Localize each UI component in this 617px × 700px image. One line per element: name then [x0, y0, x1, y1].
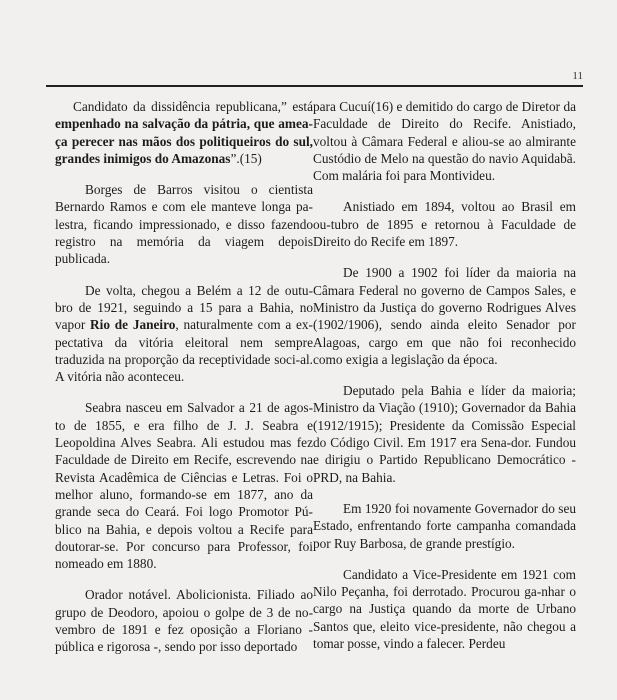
paragraph: [55, 399, 313, 572]
paragraph: [55, 181, 313, 267]
text-run: Seabra nasceu em Salvador a 21 de agos-to de 1855, e era filho de J. J. Seabra e Leopoldina Alves Seabra. Ali estudou mas fez Faculdade de Direito em Recife, escrevendo na Revista Acadêmica de Ciências e Letras. Foi o melhor aluno, formando-se em 1877, ano da grande seca do Ceará. Foi logo Promotor Pú-blico na Bahia, e depois voltou a Recife para doutorar-se. Por concurso para Professor, foi nomeado em 1880.: [55, 400, 313, 572]
text-run: Candidato a Vice-Presidente em 1921 com Nilo Peçanha, foi derrotado. Procurou ga-nhar o cargo na Justiça quando da morte de Urbano Santos que, eleito vice-presidente, não chegou a tomar posse, vindo a falecer. Perdeu: [313, 566, 576, 652]
paragraph: [55, 282, 313, 386]
paragraph: [313, 264, 576, 368]
text-run: Anistiado em 1894, voltou ao Brasil em ou-tubro de 1895 e retornou à Faculdade de Direito do Recife em 1897.: [313, 199, 576, 250]
text-run: De volta, chegou a Belém a 12 de outu-bro de 1921, seguindo a 15 para a Bahia, no vapor: [55, 282, 313, 333]
paragraph: [55, 586, 313, 655]
text-run: Borges de Barros visitou o cientista Bernardo Ramos e com ele manteve longa pa-lestra, ficando impressionado, e disso fazendo registro na memória da viagem depois publicada.: [55, 182, 313, 267]
right-column: [313, 98, 576, 666]
bold-text: empenhado na salvação da pátria, que amea-ça perecer nas mãos dos politiqueiros do sul, grandes inimigos do Amazonas: [55, 116, 313, 166]
paragraph: [313, 198, 576, 250]
text-run: De 1900 a 1902 foi líder da maioria na Câmara Federal no governo de Campos Sales, e Ministro da Justiça do governo Rodrigues Alves (1902/1906), sendo ainda eleito Senador por Alagoas, cargo em que não foi reconhecido como exigia a legislação da época.: [313, 265, 576, 367]
text-run: Em 1920 foi novamente Governador do seu Estado, enfrentando forte campanha comandada por Ruy Barbosa, de grande prestígio.: [313, 500, 576, 551]
bold-text: Rio de Janeiro: [90, 317, 176, 333]
text-run: para Cucuí(16) e demitido do cargo de Diretor da Faculdade de Direito do Recife. Anistiado, voltou à Câmara Federal e aliou-se ao almirante Custódio de Melo na questão do navio Aquidabã. Com malária foi para Montivideu.: [313, 99, 576, 184]
paragraph: [313, 382, 576, 486]
paragraph: [313, 98, 576, 184]
paragraph: [313, 500, 576, 552]
text-run: ”.(15): [230, 150, 262, 166]
text-run: Candidato da dissidência republicana,” está: [73, 99, 313, 114]
text-run: , naturalmente com a ex-pectativa da vitória eleitoral nem sempre traduzida na proporção da receptividade soci-al. A vitória não aconteceu.: [55, 317, 313, 385]
text-run: Orador notável. Abolicionista. Filiado ao grupo de Deodoro, apoiou o golpe de 3 de no-vembro de 1891 e fez oposição a Floriano - pública e rigorosa -, sendo por isso deportado: [55, 587, 313, 655]
paragraph: [313, 566, 576, 652]
header-rule: [46, 85, 583, 87]
text-run: Deputado pela Bahia e líder da maioria; Ministro da Viação (1910); Governador da Bahia (1912/1915); Presidente da Comissão Especial do Código Civil. Em 1917 era Sena-dor. Fundou e dirigiu o Partido Republicano Democrático - PRD, na Bahia.: [313, 383, 576, 485]
paragraph: [55, 98, 313, 167]
page-number: 11: [572, 70, 583, 82]
left-column: [55, 98, 313, 670]
